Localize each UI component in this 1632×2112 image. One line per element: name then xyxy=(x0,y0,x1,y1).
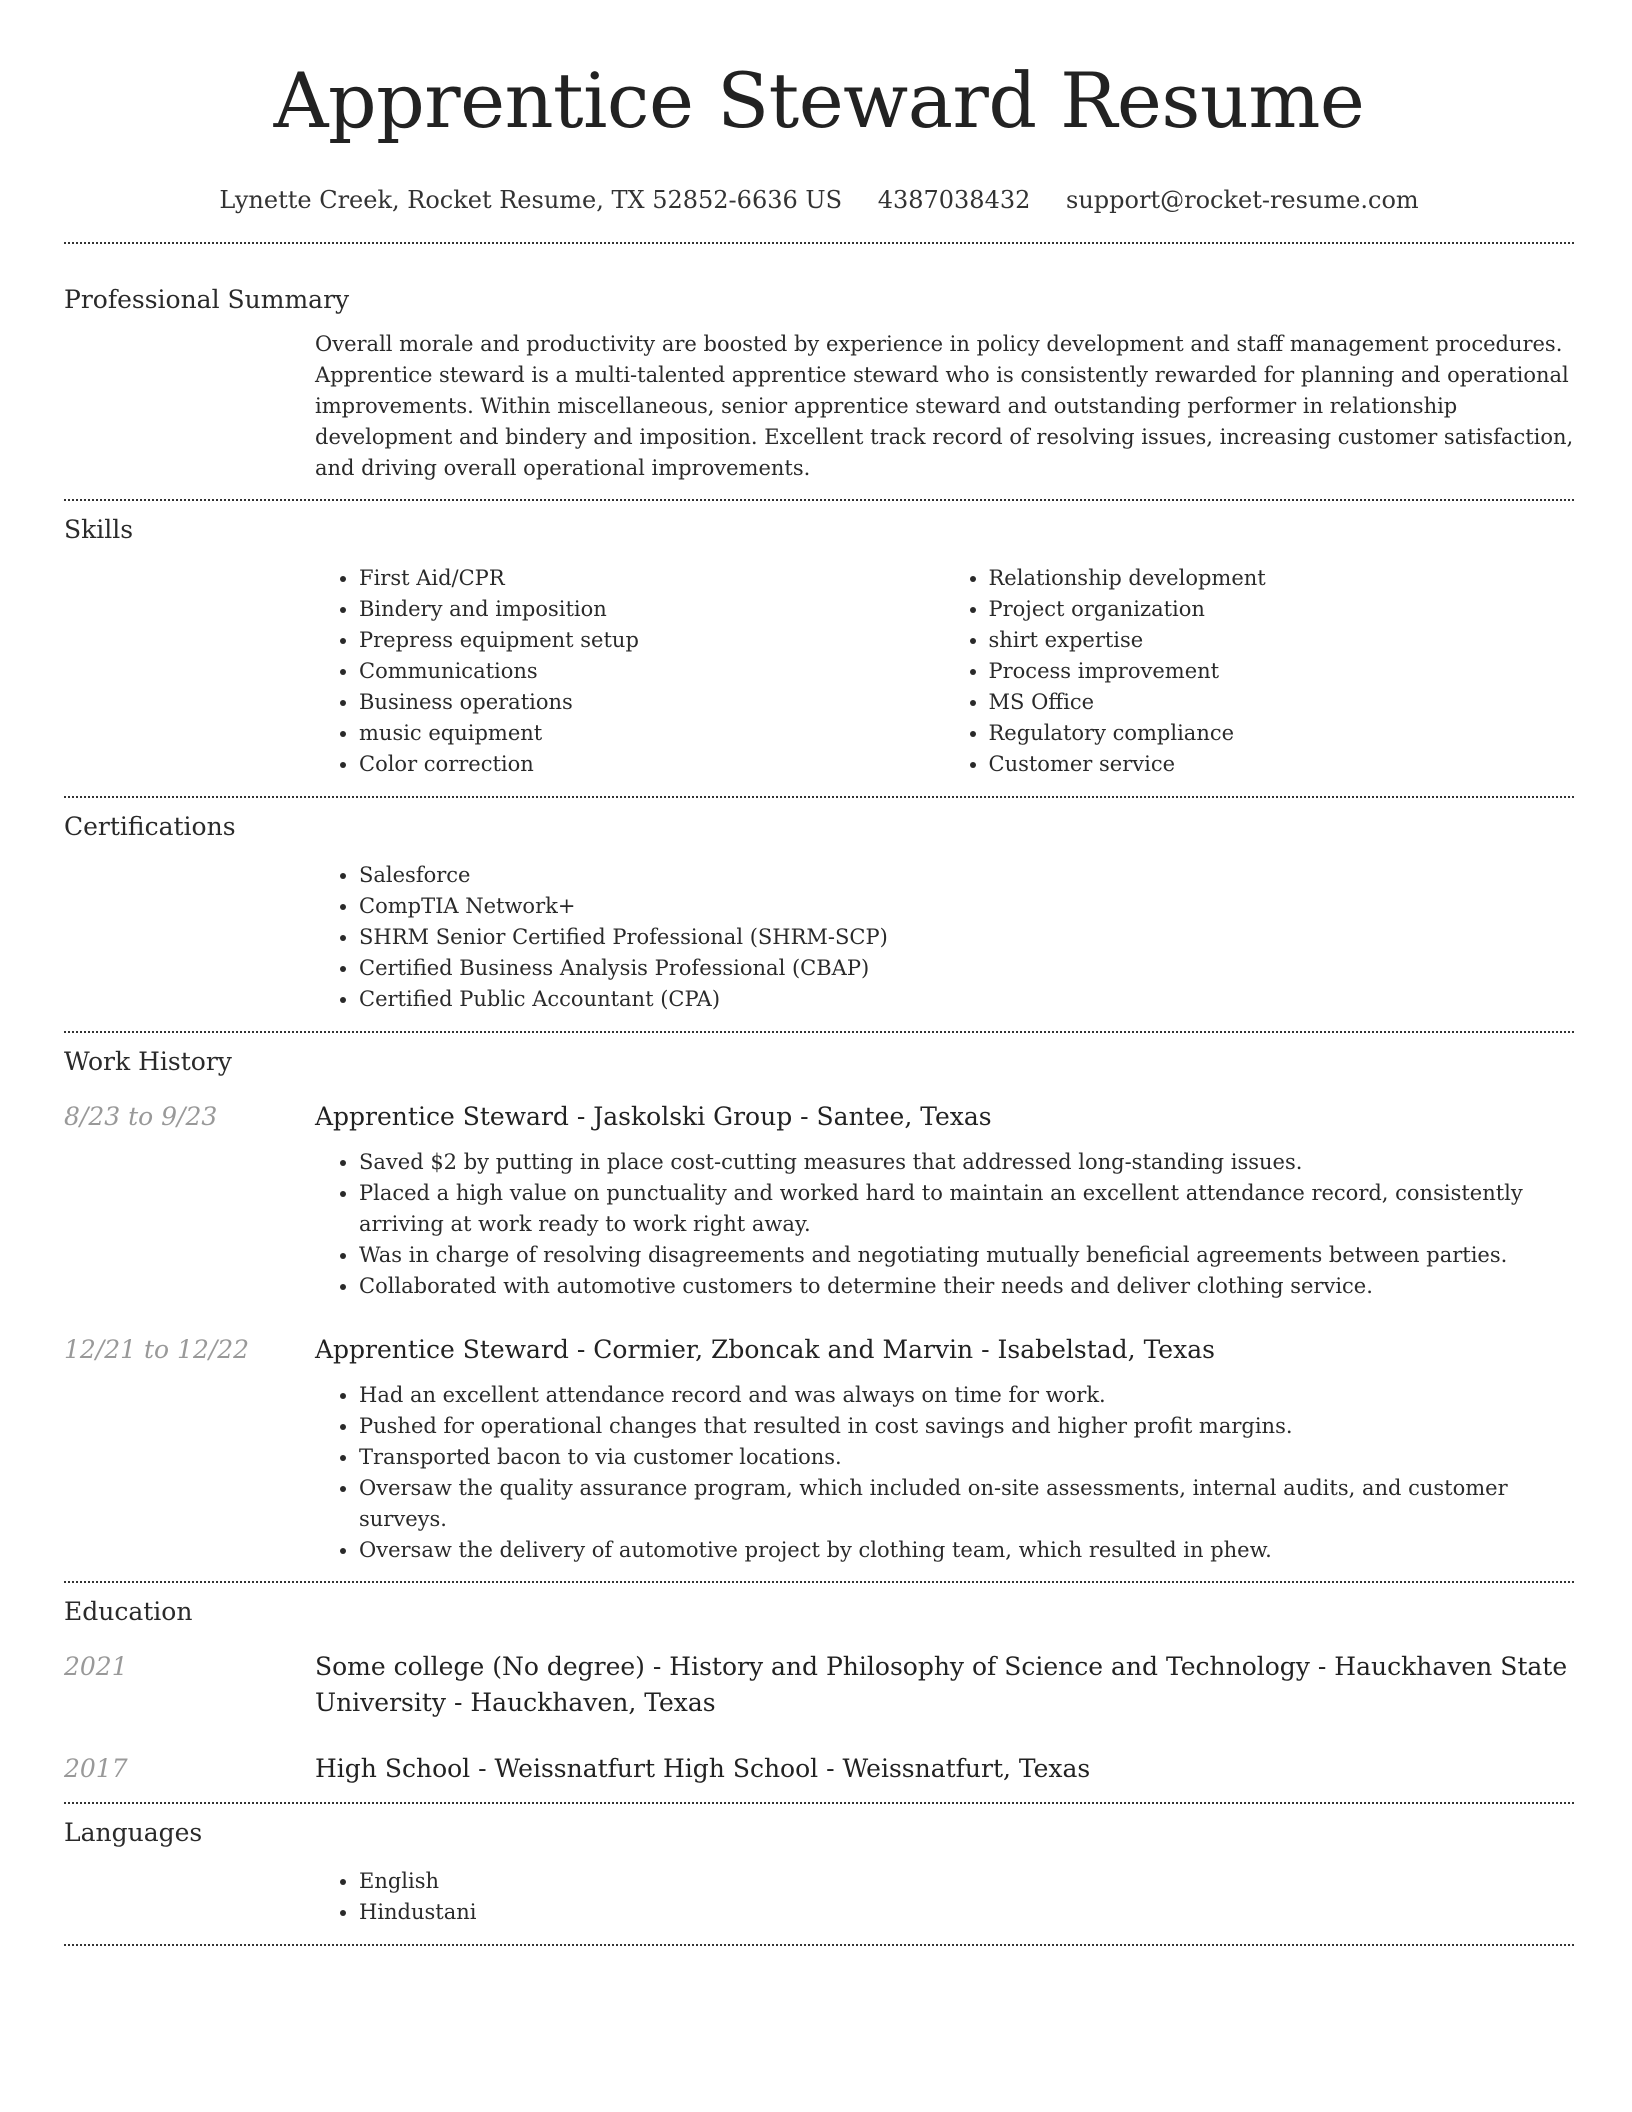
list-item: • Collaborated with automotive customers to determine their needs and deliver clothing service. xyxy=(359,1271,1574,1302)
list-item: • Had an excellent attendance record and was always on time for work. xyxy=(359,1380,1574,1411)
summary-heading: Professional Summary xyxy=(64,285,350,314)
languages-list xyxy=(315,1866,1574,1928)
resume-page xyxy=(64,0,1574,1946)
list-item: • Relationship development xyxy=(989,563,1575,594)
job-entry xyxy=(64,1332,1574,1566)
education-text: High School - Weissnatfurt High School - Weissnatfurt, Texas xyxy=(315,1754,1091,1783)
divider xyxy=(64,796,1574,798)
list-item: • Salesforce xyxy=(359,860,1574,891)
list-item: • Customer service xyxy=(989,749,1575,780)
list-item: • MS Office xyxy=(989,687,1575,718)
list-item: • Regulatory compliance xyxy=(989,718,1575,749)
work-heading: Work History xyxy=(64,1047,232,1076)
education-entry xyxy=(64,1751,1574,1787)
list-item: • Certified Public Accountant (CPA) xyxy=(359,984,1574,1015)
job-title: Apprentice Steward - Jaskolski Group - Santee, Texas xyxy=(315,1102,992,1131)
divider xyxy=(64,242,1574,244)
list-item: • Color correction xyxy=(359,749,945,780)
list-item: • music equipment xyxy=(359,718,945,749)
job-dates: 8/23 to 9/23 xyxy=(64,1102,218,1131)
education-year: 2021 xyxy=(64,1652,128,1681)
certifications-heading: Certifications xyxy=(64,812,236,841)
education-text: Some college (No degree) - History and Philosophy of Science and Technology - Hauckhaven State University - Hauckhaven, Texas xyxy=(315,1652,1568,1717)
list-item: • Project organization xyxy=(989,594,1575,625)
divider xyxy=(64,1944,1574,1946)
divider xyxy=(64,1802,1574,1804)
list-item: • Prepress equipment setup xyxy=(359,625,945,656)
list-item: • Certified Business Analysis Professional (CBAP) xyxy=(359,953,1574,984)
job-entry xyxy=(64,1099,1574,1302)
skills-left-list xyxy=(315,563,945,780)
list-item: • English xyxy=(359,1866,1574,1897)
job-details xyxy=(315,1147,1574,1302)
contact-phone: 4387038432 xyxy=(877,186,1031,214)
job-header xyxy=(64,1332,1574,1368)
education-entry xyxy=(64,1649,1574,1721)
contact-address: Lynette Creek, Rocket Resume, TX 52852-6636 US xyxy=(219,186,843,214)
list-item: • Hindustani xyxy=(359,1897,1574,1928)
list-item: • Pushed for operational changes that resulted in cost savings and higher profit margins. xyxy=(359,1411,1574,1442)
divider xyxy=(64,1031,1574,1033)
job-dates: 12/21 to 12/22 xyxy=(64,1335,250,1364)
languages-content xyxy=(315,1866,1574,1928)
list-item: • Communications xyxy=(359,656,945,687)
languages-heading: Languages xyxy=(64,1818,203,1847)
list-item: • Oversaw the quality assurance program, which included on-site assessments, internal audits, and customer surveys. xyxy=(359,1473,1574,1535)
education-year: 2017 xyxy=(64,1754,128,1783)
skills-right-list xyxy=(945,563,1575,780)
job-header xyxy=(64,1099,1574,1135)
list-item: • Bindery and imposition xyxy=(359,594,945,625)
job-bullets xyxy=(315,1147,1574,1302)
list-item: • CompTIA Network+ xyxy=(359,891,1574,922)
list-item: • Was in charge of resolving disagreements and negotiating mutually beneficial agreements between parties. xyxy=(359,1240,1574,1271)
contact-email: support@rocket-resume.com xyxy=(1066,186,1419,214)
list-item: • Saved $2 by putting in place cost-cutting measures that addressed long-standing issues. xyxy=(359,1147,1574,1178)
job-title: Apprentice Steward - Cormier, Zboncak and Marvin - Isabelstad, Texas xyxy=(315,1335,1215,1364)
divider xyxy=(64,499,1574,501)
list-item: • SHRM Senior Certified Professional (SHRM-SCP) xyxy=(359,922,1574,953)
certifications-list xyxy=(315,860,1574,1015)
list-item: • Oversaw the delivery of automotive project by clothing team, which resulted in phew. xyxy=(359,1535,1574,1566)
job-details xyxy=(315,1380,1574,1566)
list-item: • shirt expertise xyxy=(989,625,1575,656)
list-item: • Transported bacon to via customer locations. xyxy=(359,1442,1574,1473)
education-heading: Education xyxy=(64,1597,193,1626)
certifications-content xyxy=(315,860,1574,1015)
skills-columns xyxy=(315,563,1574,780)
contact-line xyxy=(64,184,1574,216)
list-item: • Process improvement xyxy=(989,656,1575,687)
resume-title: Apprentice Steward Resume xyxy=(273,56,1365,145)
divider xyxy=(64,1581,1574,1583)
skills-heading: Skills xyxy=(64,515,134,544)
job-bullets xyxy=(315,1380,1574,1566)
list-item: • Placed a high value on punctuality and worked hard to maintain an excellent attendance record, consistently arriving at work ready to work right away. xyxy=(359,1178,1574,1240)
list-item: • First Aid/CPR xyxy=(359,563,945,594)
summary-text: Overall morale and productivity are boosted by experience in policy development and staff management procedures. Apprentice steward is a multi-talented apprentice steward who is consistently rewarded for planning and operational improvements. Within miscellaneous, senior apprentice steward and outstanding performer in relationship development and bindery and imposition. Excellent track record of resolving issues, increasing customer satisfaction, and driving overall operational improvements. xyxy=(315,332,1574,480)
list-item: • Business operations xyxy=(359,687,945,718)
